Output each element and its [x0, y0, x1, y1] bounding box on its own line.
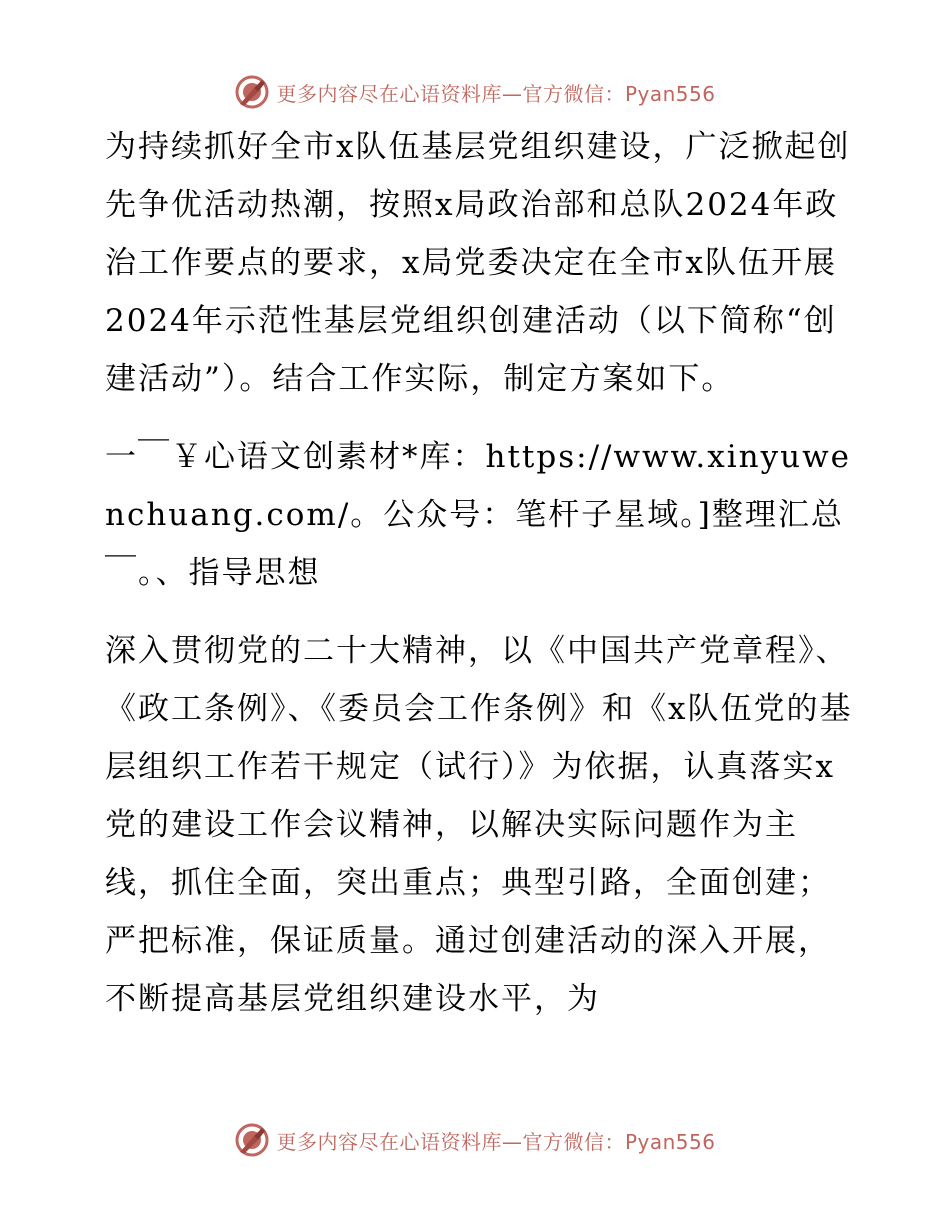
- document-body: [97, 118, 857, 1028]
- watermark-text: 更多内容尽在心语资料库—官方微信：Pyan556: [276, 1129, 716, 1154]
- header-watermark-banner: [0, 72, 950, 112]
- pen-seal-logo-icon: [234, 74, 270, 110]
- watermark-text: 更多内容尽在心语资料库—官方微信：Pyan556: [276, 81, 716, 106]
- paragraph-guiding-ideology: 深入贯彻党的二十大精神，以《中国共产党章程》、《政工条例》、《委员会工作条例》和《x队伍党的基层组织工作若干规定（试行）》为依据，认真落实x党的建设工作会议精神，以解决实际问题作为主线，抓住全面，突出重点；典型引路，全面创建；严把标准，保证质量。通过创建活动的深入开展，不断提高基层党组织建设水平，为: [105, 633, 853, 1017]
- paragraph-section-heading: 一￣￥心语文创素材*库：https://www.xinyuwenchuang.com/。公众号：笔杆子星域。]整理汇总￣。、指导思想: [105, 439, 851, 591]
- pen-seal-logo-icon: [234, 1122, 270, 1158]
- footer-watermark-banner: [0, 1120, 950, 1160]
- paragraph-intro: 为持续抓好全市x队伍基层党组织建设，广泛掀起创先争优活动热潮，按照x局政治部和总队2024年政治工作要点的要求，x局党委决定在全市x队伍开展2024年示范性基层党组织创建活动（以下简称“创建活动”）。结合工作实际，制定方案如下。: [105, 129, 851, 397]
